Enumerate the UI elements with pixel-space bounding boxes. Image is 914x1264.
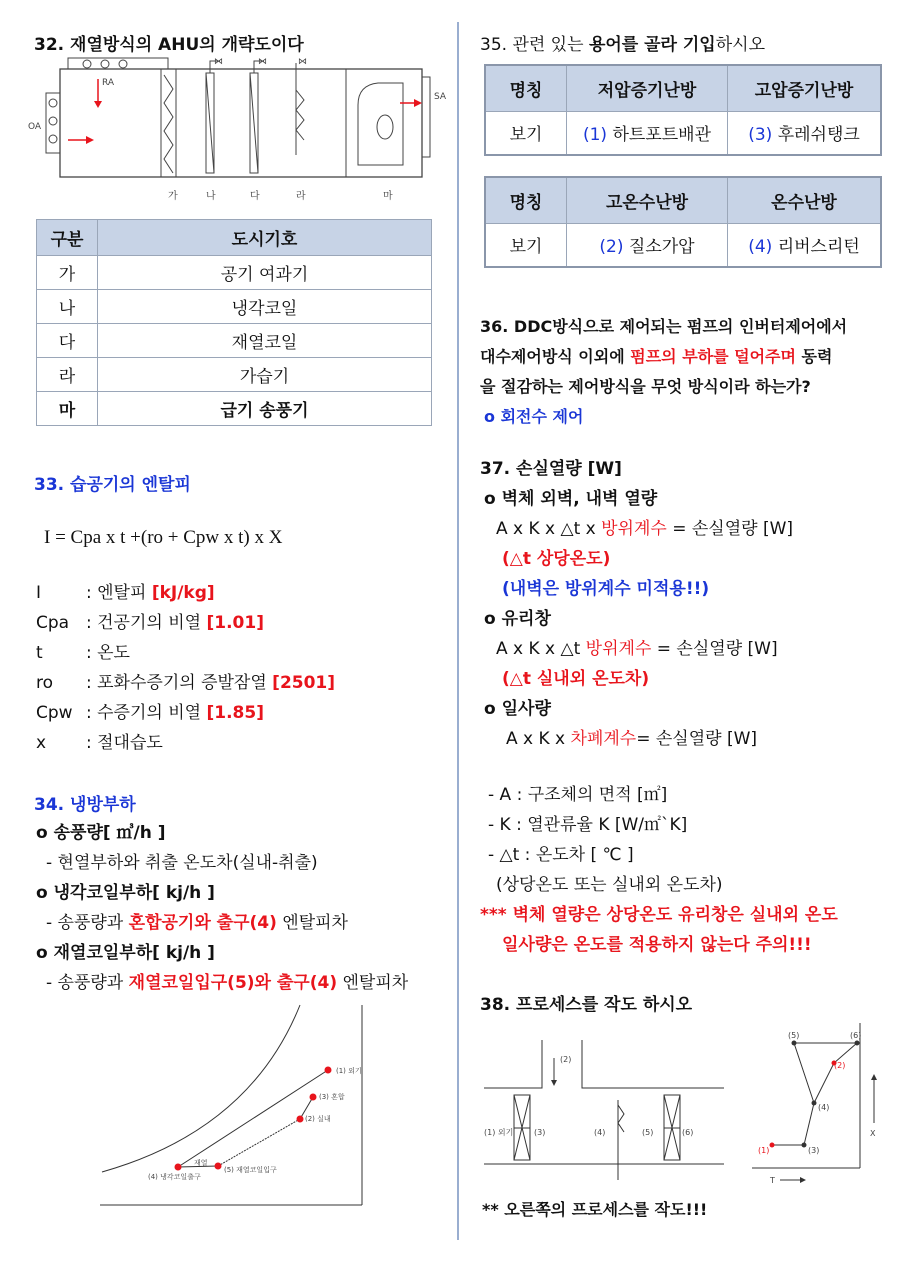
q37-note: (내벽은 방위계수 미적용!!) [502,579,710,599]
table-cell: 가 [37,256,98,290]
q33-defs [36,578,436,758]
q37-warning: 일사량은 온도를 적용하지 않는다 주의!!! [502,935,812,955]
q37-text: A x K x △t x [496,519,602,539]
chart-label: 재열 [194,1159,208,1167]
q34-line: o 냉각코일부하[ kj/h ] [36,883,215,903]
def-desc: : 수증기의 비열 [86,703,202,723]
q36-line: 을 절감하는 제어방식을 무엇 방식이라 하는가? [480,377,811,396]
q37-title: 37. 손실열량 [W] [480,459,622,479]
diag-label-ga: 가 [168,191,178,202]
q36-text: 동력 [795,347,833,366]
answer-number: (4) [748,237,773,258]
table-cell: 다 [37,324,98,358]
table-cell: 급기 송풍기 [98,392,432,426]
def-desc: : 절대습도 [86,733,163,753]
answer-number: (2) [599,237,624,258]
axis-label: X [870,1129,876,1138]
q37-heading: o 유리창 [484,609,551,629]
q36-text: 대수제어방식 이외에 [480,347,631,366]
q37-highlight: 방위계수 [585,639,652,659]
q37-block [480,454,905,960]
ahu-diagram [28,55,448,205]
table-header: 고압증기난방 [728,65,882,111]
def-symbol: t [36,643,43,663]
def-symbol: ro [36,673,54,693]
q37-text: = 손실열량 [W] [666,519,794,539]
q34-highlight: 재열코일입구(5)와 출구(4) [128,973,338,993]
svg-text:SA: SA [434,92,447,102]
table-header: 명칭 [485,177,567,223]
table-cell: 가습기 [98,358,432,392]
table-cell: 마 [37,392,98,426]
def-value: [1.85] [206,703,264,723]
chart-label: (2) [834,1061,846,1070]
axis-label: T [770,1176,775,1185]
answer-number: (1) [582,125,608,146]
diag-label-da: 다 [250,191,260,202]
q34-line: o 송풍량[ ㎥/h ] [36,823,166,843]
q38-note: ** 오른쪽의 프로세스를 작도!!! [482,1200,708,1219]
q35-table-2 [484,176,882,268]
diag-label-na: 나 [206,191,216,202]
q37-text: = 손실열량 [W] [651,639,778,659]
process-chart [752,1018,892,1188]
svg-text:⋈: ⋈ [214,57,223,67]
table-header: 도시기호 [98,220,432,256]
svg-text:⋈: ⋈ [298,57,307,67]
duct-diagram [484,1040,734,1180]
q37-warning: 벽체 열량은 상당온도 유리창은 실내외 온도 [506,905,838,925]
q37-text: = 손실열량 [W] [636,729,758,749]
psychro-chart [100,1000,380,1215]
q36-line: 36. DDC방식으로 제어되는 펌프의 인버터제어에서 [480,317,848,336]
chart-label: (3) [808,1146,820,1155]
q37-heading: o 벽체 외벽, 내벽 열량 [484,489,658,509]
q33-formula: I = Cpa x t +(ro + Cpw x t) x X [44,527,283,548]
q35-table-1 [484,64,882,156]
q34-highlight: 혼합공기와 출구(4) [128,913,277,933]
answer-text: 리버스리턴 [777,237,860,258]
duct-label: (6) [682,1128,694,1137]
chart-label: (5) [788,1031,800,1040]
q37-def: - K : 열관류율 K [W/㎡`K] [488,815,688,835]
q34-body [36,818,456,998]
q37-highlight: 방위계수 [601,519,667,539]
table-cell: 라 [37,358,98,392]
q32-title: 32. 재열방식의 AHU의 개략도이다 [34,35,304,55]
duct-label: (5) [642,1128,654,1137]
q35-title-text: 35. 관련 있는 [480,35,589,55]
answer-text: 하트포트배관 [612,125,712,146]
duct-label: (3) [534,1128,546,1137]
answer-number: (3) [748,125,773,146]
table-header: 구분 [37,220,98,256]
table-cell: 보기 [485,111,567,155]
q34-text: - 송풍량과 [46,973,129,993]
q34-text: 엔탈피차 [276,913,348,933]
table-cell: 공기 여과기 [98,256,432,290]
chart-label: (4) [818,1103,830,1112]
table-header: 명칭 [485,65,567,111]
q36-highlight: 펌프의 부하를 덜어주며 [630,347,796,366]
q34-title: 34. 냉방부하 [34,795,136,815]
q37-stars: *** [480,905,507,925]
chart-label: (2) 실내 [305,1115,331,1123]
table-header: 저압증기난방 [567,65,728,111]
q34-line: - 현열부하와 취출 온도차(실내-취출) [46,853,318,873]
column-divider [457,22,459,1240]
q34-line: o 재열코일부하[ kj/h ] [36,943,215,963]
q37-def: - △t : 온도차 [ ℃ ] [488,845,634,865]
def-symbol: x [36,733,47,753]
def-value: [2501] [272,673,336,693]
q38-title: 38. 프로세스를 작도 하시오 [480,995,693,1015]
chart-label: (1) [758,1146,770,1155]
svg-text:⋈: ⋈ [258,57,267,67]
def-symbol: Cpa [36,613,70,633]
q37-note: (△t 상당온도) [502,549,611,569]
q37-def: (상당온도 또는 실내외 온도차) [496,875,723,895]
q36-block [480,312,900,432]
q37-text: A x K x [506,729,571,749]
q37-highlight: 차폐계수 [570,729,637,749]
svg-text:OA: OA [28,122,42,132]
answer-text: 후레쉬탱크 [777,125,860,146]
q37-note: (△t 실내외 온도차) [502,669,650,689]
chart-label: (5) 재열코일입구 [224,1166,277,1174]
chart-label: (1) 외기 [336,1067,362,1075]
q36-answer: o 회전수 제어 [484,407,584,426]
q34-text: - 송풍량과 [46,913,129,933]
table-cell: 나 [37,290,98,324]
q37-heading: o 일사량 [484,699,551,719]
chart-label: (6) [850,1031,862,1040]
table-header: 온수난방 [728,177,882,223]
def-desc: : 건공기의 비열 [86,613,202,633]
def-desc: : 포화수증기의 증발잠열 [86,673,267,693]
def-desc: : 온도 [86,643,130,663]
def-symbol: I [36,583,42,603]
q35-title [480,30,765,55]
q32-table [36,219,432,426]
def-symbol: Cpw [36,703,73,723]
q35-title-bold: 용어를 골라 기입 [588,35,716,55]
chart-label: (4) 냉각코일출구 [148,1173,201,1181]
chart-label: (3) 혼합 [319,1093,345,1101]
answer-text: 질소가압 [628,237,695,258]
q37-def: - A : 구조체의 면적 [㎡] [488,785,668,805]
duct-label: (4) [594,1128,606,1137]
def-value: [1.01] [206,613,264,633]
def-desc: : 엔탈피 [86,583,147,603]
diag-label-ra: 라 [296,191,306,202]
def-value: [kJ/kg] [151,583,215,603]
duct-label: (2) [560,1055,572,1064]
table-header: 고온수난방 [567,177,728,223]
q33-title: 33. 습공기의 엔탈피 [34,475,191,495]
svg-text:RA: RA [102,78,115,88]
table-cell: 보기 [485,223,567,267]
diag-label-ma: 마 [383,191,393,202]
q37-text: A x K x △t [496,639,586,659]
table-cell: 재열코일 [98,324,432,358]
table-cell: 냉각코일 [98,290,432,324]
q34-text: 엔탈피차 [337,973,409,993]
duct-label: (1) 외기 [484,1128,514,1137]
q35-title-text: 하시오 [715,35,766,55]
